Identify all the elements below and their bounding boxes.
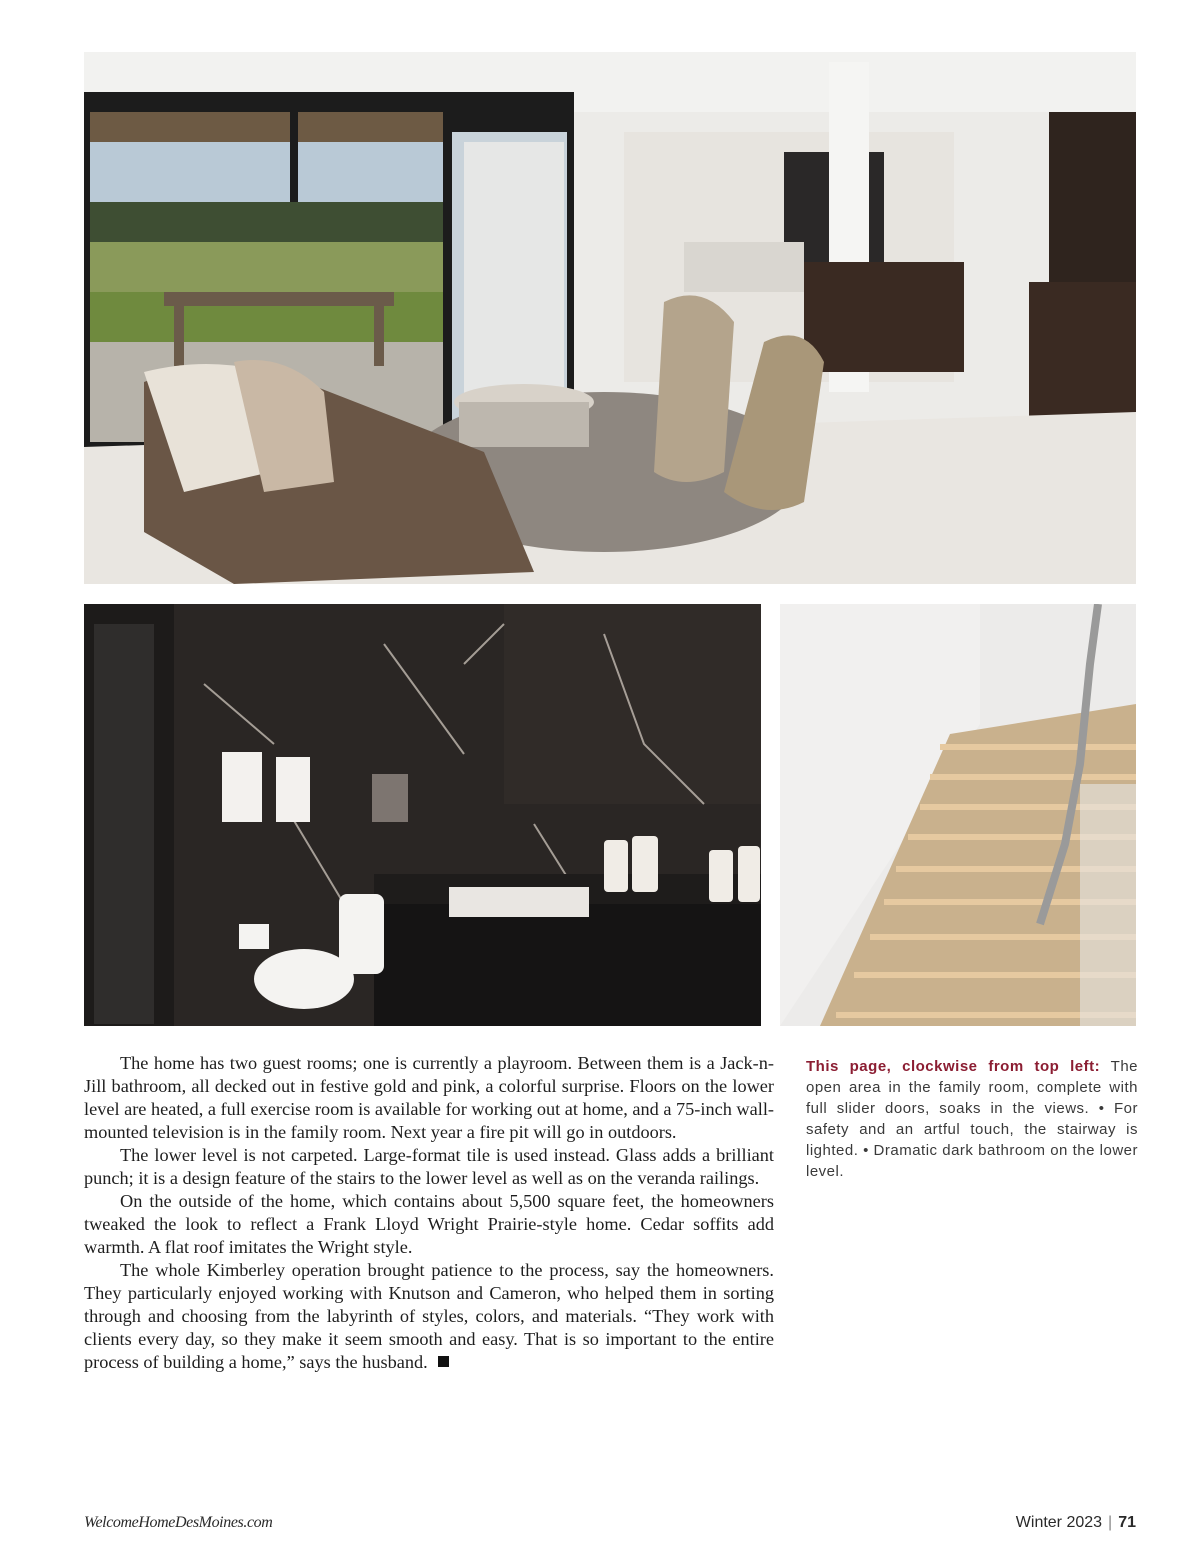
- end-mark-icon: [438, 1356, 449, 1367]
- bathroom-photo: [84, 604, 761, 1026]
- caption-text: The open area in the family room, complete with full slider doors, soaks in the views. • For safety and an artful touch, the stairway is lighted. • Dramatic dark bathroom on the lower level.: [806, 1058, 1138, 1180]
- photo-caption: [806, 1056, 1138, 1182]
- footer-issue-label: Winter 2023: [1015, 1514, 1103, 1531]
- article-paragraph: On the outside of the home, which contains about 5,500 square feet, the homeowners tweaked the look to reflect a Frank Lloyd Wright Prairie-style home. Cedar soffits add warmth. A flat roof imitates the Wright style.: [84, 1191, 774, 1257]
- article-paragraph-last: [84, 1259, 774, 1374]
- footer-website: WelcomeHomeDesMoines.com: [84, 1514, 273, 1531]
- article-paragraph-text: The whole Kimberley operation brought patience to the process, say the homeowners. They particularly enjoyed working with Knutson and Cameron, who helped them in sorting through and choosing from the labyrinth of styles, colors, and materials. “They work with clients every day, so they make it seem smooth and easy. That is so important to the entire process of building a home,” says the husband.: [84, 1260, 774, 1372]
- article-paragraph: The home has two guest rooms; one is currently a playroom. Between them is a Jack-n-Jill bathroom, all decked out in festive gold and pink, a colorful surprise. Floors on the lower level are heated, a full exercise room is available for working out at home, and a 75-inch wall-mounted television is in the family room. Next year a fire pit will go in outdoors.: [84, 1053, 774, 1142]
- article-paragraph: The lower level is not carpeted. Large-format tile is used instead. Glass adds a brilliant punch; it is a design feature of the stairs to the lower level as well as on the veranda railings.: [84, 1145, 774, 1188]
- article-body: [84, 1052, 774, 1374]
- footer-separator: |: [1108, 1514, 1113, 1531]
- stairway-photo: [780, 604, 1136, 1026]
- caption-lead: This page, clockwise from top left:: [806, 1058, 1101, 1075]
- footer-issue: [1016, 1514, 1136, 1532]
- page-number: 71: [1118, 1514, 1136, 1531]
- family-room-photo: [84, 52, 1136, 584]
